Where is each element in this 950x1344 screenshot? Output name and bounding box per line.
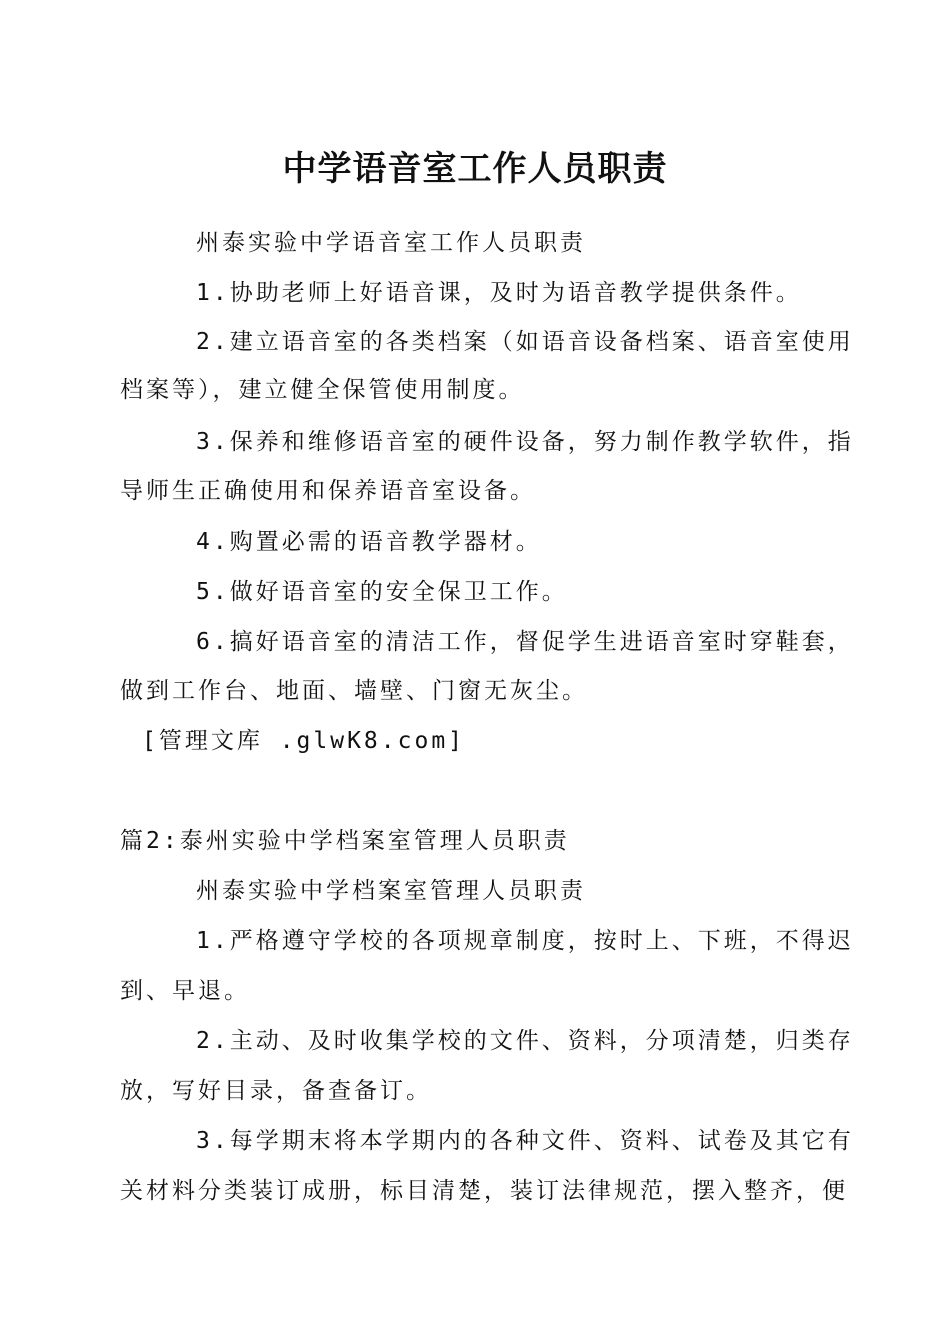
section1-item-4: 4.购置必需的语音教学器材。 (196, 529, 542, 555)
source-note: [管理文库 .glwK8.com] (142, 728, 466, 754)
section1-item-2-line-1: 2.建立语音室的各类档案（如语音设备档案、语音室使用 (196, 329, 854, 355)
section1-item-3-line-1: 3.保养和维修语音室的硬件设备，努力制作教学软件，指 (196, 429, 854, 455)
section2-item-2-line-2: 放，写好目录，备查备订。 (120, 1078, 432, 1104)
section2-heading: 篇2:泰州实验中学档案室管理人员职责 (120, 828, 570, 854)
section1-item-6-line-2: 做到工作台、地面、墙壁、门窗无灰尘。 (120, 678, 588, 704)
section1-item-2-line-2: 档案等），建立健全保管使用制度。 (120, 377, 525, 403)
document-title: 中学语音室工作人员职责 (282, 149, 668, 189)
section1-subtitle: 州泰实验中学语音室工作人员职责 (196, 230, 586, 256)
section2-item-3-line-1: 3.每学期末将本学期内的各种文件、资料、试卷及其它有 (196, 1128, 854, 1154)
section1-item-1: 1.协助老师上好语音课，及时为语音教学提供条件。 (196, 280, 802, 306)
section2-subtitle: 州泰实验中学档案室管理人员职责 (196, 878, 586, 904)
section2-item-3-line-2: 关材料分类装订成册，标目清楚，装订法律规范，摆入整齐，便 (120, 1178, 848, 1204)
section2-item-1-line-1: 1.严格遵守学校的各项规章制度，按时上、下班，不得迟 (196, 928, 854, 954)
section2-item-2-line-1: 2.主动、及时收集学校的文件、资料，分项清楚，归类存 (196, 1028, 854, 1054)
section1-item-3-line-2: 导师生正确使用和保养语音室设备。 (120, 478, 536, 504)
section2-item-1-line-2: 到、早退。 (120, 978, 250, 1004)
section1-item-6-line-1: 6.搞好语音室的清洁工作，督促学生进语音室时穿鞋套， (196, 629, 854, 655)
section1-item-5: 5.做好语音室的安全保卫工作。 (196, 579, 568, 605)
